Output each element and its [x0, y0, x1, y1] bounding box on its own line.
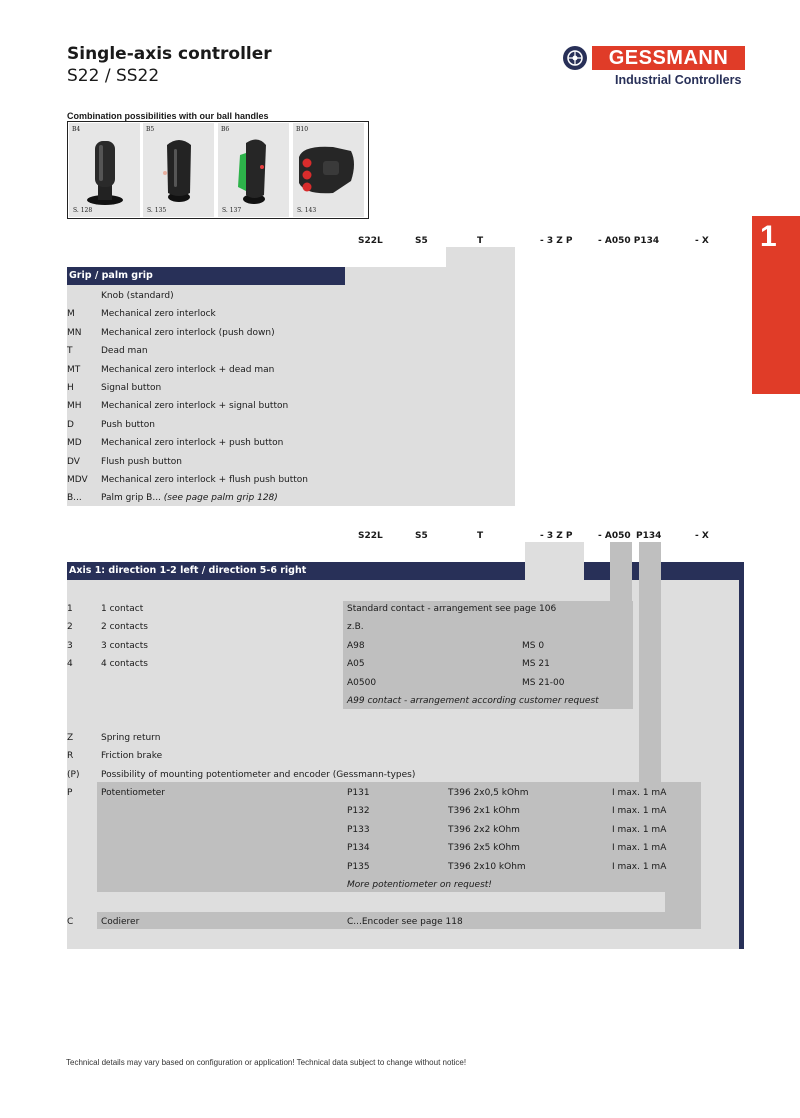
axis-column-tab: [525, 542, 584, 562]
grip-desc: Flush push button: [101, 456, 182, 467]
encoder-code: C: [67, 917, 74, 927]
contact-col3: MS 0: [522, 640, 545, 651]
option-code: Z: [67, 733, 74, 743]
order-code-2-item: S22L: [358, 531, 383, 541]
pot-block-tail: [665, 892, 701, 912]
order-code-2-item: - 3 Z P: [540, 531, 573, 541]
handle-b10-image: [293, 123, 364, 217]
pot-current: I max. 1 mA: [612, 843, 667, 854]
a050-band: [610, 542, 632, 601]
order-code-1-item: T: [477, 236, 484, 246]
handles-title: Combination possibilities with our ball handles: [67, 111, 269, 121]
chapter-tab: [752, 216, 800, 394]
contacts-block: [343, 601, 633, 709]
grip-desc: Mechanical zero interlock + flush push button: [101, 475, 309, 485]
handle-page: S. 143: [297, 207, 317, 214]
handle-b4-image: [69, 123, 140, 217]
contact-col2: Standard contact - arrangement see page 106: [347, 604, 557, 614]
handle-b4: [69, 123, 140, 217]
handle-code: B10: [296, 126, 309, 133]
axis-title-fill: [525, 562, 584, 580]
handle-page: S. 137: [222, 207, 242, 214]
encoder-desc: Codierer: [101, 917, 140, 927]
pot-spec: T396 2x10 kOhm: [448, 861, 526, 872]
pot-block: [97, 782, 701, 892]
contact-code: 4: [67, 659, 73, 670]
pot-current: I max. 1 mA: [612, 824, 667, 835]
axis-right-border: [739, 580, 744, 949]
contact-code: 1: [67, 604, 73, 614]
handle-code: B6: [221, 126, 230, 133]
contact-col2: z.B.: [347, 622, 364, 633]
logo-wordmark: GESSMANN: [592, 46, 745, 70]
pot-type: P135: [347, 861, 370, 872]
contact-col3: MS 21: [522, 659, 550, 670]
handle-b6: [218, 123, 289, 217]
grip-desc: Signal button: [101, 383, 162, 393]
pot-spec: T396 2x2 kOhm: [448, 824, 520, 835]
option-code: (P): [67, 769, 80, 780]
handle-page: S. 128: [73, 207, 93, 214]
grip-desc: Mechanical zero interlock (push down): [101, 327, 275, 338]
contact-col2: A98: [347, 640, 365, 651]
grip-column-tab: [446, 247, 515, 267]
pot-desc: Potentiometer: [101, 788, 165, 798]
pot-current: I max. 1 mA: [612, 788, 667, 798]
pot-spec: T396 2x0,5 kOhm: [448, 788, 529, 798]
grip-title-fill: [345, 267, 515, 285]
order-code-1-item: - 3 Z P: [540, 236, 573, 246]
grip-desc: Palm grip B...: [101, 493, 164, 504]
footer-disclaimer: Technical details may vary based on configuration or application! Technical data subject to change without notice!: [66, 1058, 467, 1067]
order-code-1-item: - X: [695, 236, 709, 246]
pot-type: P131: [347, 788, 370, 798]
grip-desc: Push button: [101, 419, 155, 430]
contact-desc: 3 contacts: [101, 640, 148, 651]
option-desc: Spring return: [101, 733, 161, 743]
gessmann-logo: [563, 46, 745, 92]
axis-title-bar: [67, 562, 525, 580]
pot-type: P132: [347, 806, 370, 817]
pot-spec: T396 2x1 kOhm: [448, 806, 520, 817]
handle-page: S. 135: [147, 207, 167, 214]
grip-code: MH: [67, 401, 82, 412]
pot-spec: T396 2x5 kOhm: [448, 843, 520, 854]
p134-band: [639, 542, 661, 782]
axis-title: Axis 1: direction 1-2 left / direction 5-6 right: [69, 565, 307, 576]
grip-code: M: [67, 309, 75, 320]
handle-b6-image: [218, 123, 289, 217]
handles-strip: [67, 121, 369, 219]
contact-col2: A05: [347, 659, 365, 670]
handle-b10: [293, 123, 364, 217]
logo-emblem-icon: [563, 46, 587, 70]
handle-b5: [143, 123, 214, 217]
grip-title: Grip / palm grip: [69, 270, 153, 281]
contact-col3: MS 21-00: [522, 677, 565, 688]
order-code-1-item: S5: [415, 236, 428, 246]
grip-desc: Mechanical zero interlock + signal button: [101, 401, 289, 412]
pot-current: I max. 1 mA: [612, 806, 667, 817]
grip-desc: Mechanical zero interlock + push button: [101, 438, 284, 449]
order-code-2-item: S5: [415, 531, 428, 541]
handle-b5-image: [143, 123, 214, 217]
page-title: Single-axis controller: [67, 44, 272, 64]
grip-code: B...: [67, 493, 82, 504]
option-desc: Friction brake: [101, 751, 163, 762]
pot-code: P: [67, 788, 73, 798]
order-code-2-item: P134: [636, 531, 662, 541]
axis-title-bar-right: [584, 562, 744, 580]
grip-code: T: [67, 346, 73, 357]
grip-code: MD: [67, 438, 82, 449]
grip-code: H: [67, 383, 74, 393]
pot-current: I max. 1 mA: [612, 861, 667, 872]
order-code-1-item: S22L: [358, 236, 383, 246]
option-desc: Possibility of mounting potentiometer and encoder (Gessmann-types): [101, 769, 416, 780]
handle-code: B5: [146, 126, 155, 133]
grip-desc: Dead man: [101, 346, 148, 357]
pot-type: P133: [347, 824, 370, 835]
grip-note: (see page palm grip 128): [163, 493, 278, 504]
grip-code: DV: [67, 456, 80, 467]
handle-code: B4: [72, 126, 81, 133]
pot-note: More potentiometer on request!: [347, 880, 492, 890]
contact-desc: 1 contact: [101, 604, 144, 614]
contact-code: 2: [67, 622, 73, 633]
contact-desc: 4 contacts: [101, 659, 148, 670]
encoder-text: C...Encoder see page 118: [347, 917, 463, 927]
grip-code: MDV: [67, 475, 88, 485]
contact-code: 3: [67, 640, 73, 651]
grip-desc: Mechanical zero interlock: [101, 309, 216, 320]
contact-col2: A0500: [347, 677, 377, 688]
contact-desc: 2 contacts: [101, 622, 148, 633]
grip-desc: Mechanical zero interlock + dead man: [101, 364, 275, 375]
chapter-number: 1: [760, 220, 777, 253]
page-subtitle: S22 / SS22: [67, 66, 160, 86]
contact-note: A99 contact - arrangement according customer request: [347, 696, 599, 706]
grip-code: D: [67, 419, 74, 430]
logo-tagline: Industrial Controllers: [615, 73, 742, 87]
option-code: R: [67, 751, 74, 762]
grip-title-bar: [67, 267, 345, 285]
order-code-2-item: T: [477, 531, 484, 541]
grip-code: MT: [67, 364, 81, 375]
pot-type: P134: [347, 843, 370, 854]
order-code-2-item: - X: [695, 531, 709, 541]
grip-desc: Knob (standard): [101, 291, 174, 301]
order-code-1-item: - A050 P134: [598, 236, 660, 246]
grip-code: MN: [67, 327, 82, 338]
order-code-2-item: - A050: [598, 531, 631, 541]
